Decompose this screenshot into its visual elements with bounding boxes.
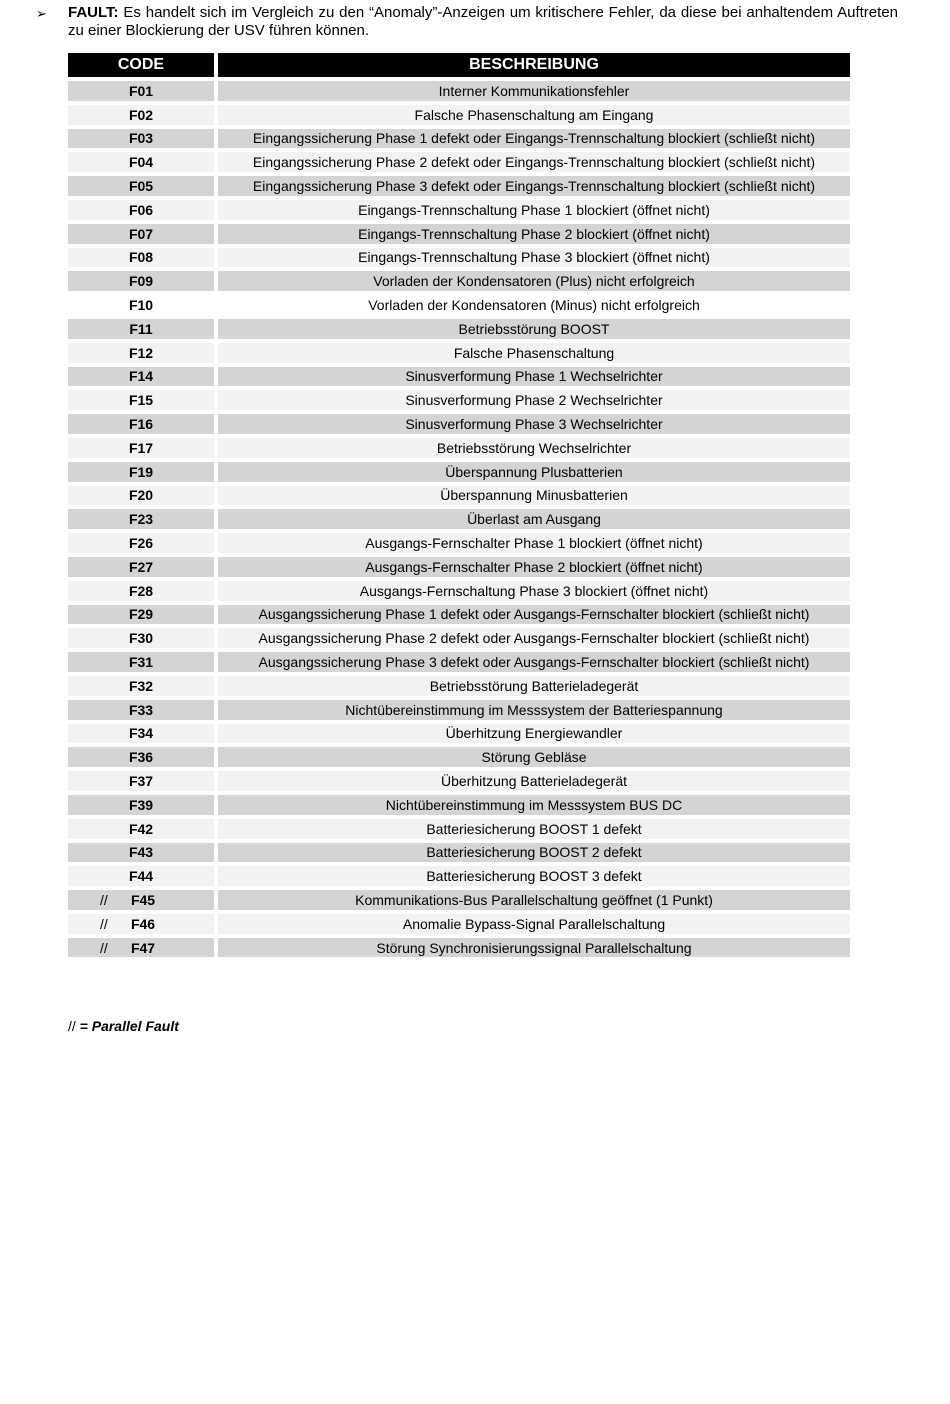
- table-row: [68, 81, 850, 101]
- table-row: [68, 724, 850, 744]
- code-text: F23: [128, 511, 154, 528]
- code-cell: [68, 557, 214, 577]
- table-row: [68, 152, 850, 172]
- code-text: F03: [128, 130, 154, 147]
- code-text: F32: [128, 677, 154, 694]
- description-cell: Überhitzung Batterieladegerät: [218, 771, 850, 791]
- description-cell: Falsche Phasenschaltung: [218, 343, 850, 363]
- code-cell: [68, 676, 214, 696]
- description-cell: Ausgangssicherung Phase 3 defekt oder Ausgangs-Fernschalter blockiert (schließt nicht): [218, 652, 850, 672]
- description-cell: Betriebsstörung BOOST: [218, 319, 850, 339]
- code-cell: [68, 914, 214, 934]
- table-row: [68, 414, 850, 434]
- code-text: F27: [128, 558, 154, 575]
- code-text: F34: [128, 725, 154, 742]
- code-cell: [68, 271, 214, 291]
- code-text: F44: [128, 868, 154, 885]
- code-text: F46: [130, 915, 156, 932]
- code-text: F45: [130, 891, 156, 908]
- code-text: F06: [128, 201, 154, 218]
- code-text: F12: [128, 344, 154, 361]
- code-text: F02: [128, 106, 154, 123]
- description-cell: Batteriesicherung BOOST 3 defekt: [218, 866, 850, 886]
- intro-paragraph: [36, 4, 898, 40]
- table-row: [68, 866, 850, 886]
- code-text: F47: [130, 939, 156, 956]
- code-cell: [68, 652, 214, 672]
- code-text: F29: [128, 606, 154, 623]
- table-row: [68, 200, 850, 220]
- description-cell: Ausgangs-Fernschaltung Phase 3 blockiert (öffnet nicht): [218, 581, 850, 601]
- description-cell: Eingangssicherung Phase 1 defekt oder Eingangs-Trennschaltung blockiert (schließt nicht): [218, 129, 850, 149]
- table-row: [68, 271, 850, 291]
- code-cell: [68, 414, 214, 434]
- table-row: [68, 676, 850, 696]
- description-cell: Ausgangs-Fernschalter Phase 2 blockiert (öffnet nicht): [218, 557, 850, 577]
- description-cell: Störung Gebläse: [218, 747, 850, 767]
- code-text: F14: [128, 368, 154, 385]
- description-cell: Überhitzung Energiewandler: [218, 724, 850, 744]
- description-cell: Falsche Phasenschaltung am Eingang: [218, 105, 850, 125]
- table-row: [68, 890, 850, 910]
- code-cell: [68, 343, 214, 363]
- table-row: [68, 557, 850, 577]
- code-cell: [68, 628, 214, 648]
- table-row: [68, 509, 850, 529]
- description-cell: Interner Kommunikationsfehler: [218, 81, 850, 101]
- table-row: [68, 533, 850, 553]
- code-cell: [68, 438, 214, 458]
- description-cell: Anomalie Bypass-Signal Parallelschaltung: [218, 914, 850, 934]
- code-text: F07: [128, 225, 154, 242]
- table-row: [68, 914, 850, 934]
- table-row: [68, 176, 850, 196]
- code-cell: [68, 533, 214, 553]
- header-code: CODE: [68, 53, 214, 77]
- description-cell: Ausgangssicherung Phase 2 defekt oder Ausgangs-Fernschalter blockiert (schließt nicht): [218, 628, 850, 648]
- code-text: F10: [128, 297, 154, 314]
- description-cell: Vorladen der Kondensatoren (Minus) nicht erfolgreich: [218, 295, 850, 315]
- table-body: [68, 81, 850, 957]
- table-row: [68, 105, 850, 125]
- fault-code-table: [68, 53, 850, 961]
- code-text: F16: [128, 416, 154, 433]
- description-cell: Nichtübereinstimmung im Messsystem BUS DC: [218, 795, 850, 815]
- code-text: F33: [128, 701, 154, 718]
- code-cell: [68, 700, 214, 720]
- code-cell: [68, 771, 214, 791]
- code-cell: [68, 605, 214, 625]
- table-row: [68, 771, 850, 791]
- code-text: F39: [128, 796, 154, 813]
- description-cell: Kommunikations-Bus Parallelschaltung geöffnet (1 Punkt): [218, 890, 850, 910]
- code-text: F31: [128, 654, 154, 671]
- table-row: [68, 605, 850, 625]
- code-cell: [68, 890, 214, 910]
- code-cell: [68, 843, 214, 863]
- code-text: F20: [128, 487, 154, 504]
- description-cell: Eingangs-Trennschaltung Phase 3 blockiert (öffnet nicht): [218, 248, 850, 268]
- footnote: [68, 1018, 179, 1034]
- code-text: F05: [128, 178, 154, 195]
- table-row: [68, 224, 850, 244]
- code-cell: [68, 248, 214, 268]
- table-row: [68, 486, 850, 506]
- code-cell: [68, 295, 214, 315]
- code-text: F15: [128, 392, 154, 409]
- code-cell: [68, 486, 214, 506]
- description-cell: Betriebsstörung Batterieladegerät: [218, 676, 850, 696]
- header-description: BESCHREIBUNG: [218, 53, 850, 77]
- code-cell: [68, 747, 214, 767]
- table-row: [68, 843, 850, 863]
- description-cell: Eingangs-Trennschaltung Phase 1 blockiert (öffnet nicht): [218, 200, 850, 220]
- description-cell: Vorladen der Kondensatoren (Plus) nicht erfolgreich: [218, 271, 850, 291]
- description-cell: Betriebsstörung Wechselrichter: [218, 438, 850, 458]
- intro-lead: FAULT:: [68, 4, 119, 21]
- parallel-mark: //: [100, 939, 108, 956]
- description-cell: Batteriesicherung BOOST 2 defekt: [218, 843, 850, 863]
- description-cell: Ausgangssicherung Phase 1 defekt oder Ausgangs-Fernschalter blockiert (schließt nicht): [218, 605, 850, 625]
- code-text: F08: [128, 249, 154, 266]
- table-row: [68, 652, 850, 672]
- code-cell: [68, 152, 214, 172]
- code-cell: [68, 724, 214, 744]
- table-row: [68, 581, 850, 601]
- description-cell: Nichtübereinstimmung im Messsystem der Batteriespannung: [218, 700, 850, 720]
- code-cell: [68, 819, 214, 839]
- code-cell: [68, 224, 214, 244]
- description-cell: Batteriesicherung BOOST 1 defekt: [218, 819, 850, 839]
- code-text: F26: [128, 535, 154, 552]
- description-cell: Überspannung Minusbatterien: [218, 486, 850, 506]
- table-row: [68, 628, 850, 648]
- description-cell: Sinusverformung Phase 2 Wechselrichter: [218, 390, 850, 410]
- description-cell: Sinusverformung Phase 1 Wechselrichter: [218, 367, 850, 387]
- code-cell: [68, 795, 214, 815]
- code-text: F42: [128, 820, 154, 837]
- description-cell: Ausgangs-Fernschalter Phase 1 blockiert (öffnet nicht): [218, 533, 850, 553]
- code-cell: [68, 462, 214, 482]
- code-text: F43: [128, 844, 154, 861]
- code-cell: [68, 938, 214, 958]
- code-cell: [68, 176, 214, 196]
- description-cell: Störung Synchronisierungssignal Parallelschaltung: [218, 938, 850, 958]
- code-cell: [68, 319, 214, 339]
- table-row: [68, 819, 850, 839]
- footnote-text: = Parallel Fault: [79, 1018, 179, 1034]
- table-row: [68, 462, 850, 482]
- code-text: F19: [128, 463, 154, 480]
- code-text: F09: [128, 273, 154, 290]
- code-cell: [68, 390, 214, 410]
- intro-text: [68, 4, 898, 40]
- table-row: [68, 343, 850, 363]
- code-text: F30: [128, 630, 154, 647]
- description-cell: Eingangs-Trennschaltung Phase 2 blockiert (öffnet nicht): [218, 224, 850, 244]
- arrow-bullet-icon: ➢: [36, 6, 47, 21]
- code-cell: [68, 200, 214, 220]
- intro-body: Es handelt sich im Vergleich zu den “Anomaly”-Anzeigen um kritischere Fehler, da diese bei anhaltendem Auftreten zu einer Blockierung der USV führen können.: [68, 4, 898, 39]
- code-text: F36: [128, 749, 154, 766]
- code-text: F17: [128, 439, 154, 456]
- table-row: [68, 700, 850, 720]
- parallel-mark: //: [100, 915, 108, 932]
- code-cell: [68, 367, 214, 387]
- table-row: [68, 248, 850, 268]
- table-row: [68, 319, 850, 339]
- description-cell: Überspannung Plusbatterien: [218, 462, 850, 482]
- code-text: F04: [128, 154, 154, 171]
- description-cell: Eingangssicherung Phase 2 defekt oder Eingangs-Trennschaltung blockiert (schließt nicht): [218, 152, 850, 172]
- description-cell: Eingangssicherung Phase 3 defekt oder Eingangs-Trennschaltung blockiert (schließt nicht): [218, 176, 850, 196]
- table-row: [68, 438, 850, 458]
- code-cell: [68, 509, 214, 529]
- code-text: F01: [128, 82, 154, 99]
- code-text: F28: [128, 582, 154, 599]
- code-cell: [68, 105, 214, 125]
- footnote-mark: //: [68, 1018, 76, 1034]
- table-row: [68, 295, 850, 315]
- code-cell: [68, 129, 214, 149]
- table-row: [68, 390, 850, 410]
- table-row: [68, 129, 850, 149]
- description-cell: Überlast am Ausgang: [218, 509, 850, 529]
- code-cell: [68, 866, 214, 886]
- table-row: [68, 795, 850, 815]
- table-row: [68, 747, 850, 767]
- code-text: F37: [128, 773, 154, 789]
- description-cell: Sinusverformung Phase 3 Wechselrichter: [218, 414, 850, 434]
- code-cell: [68, 81, 214, 101]
- table-header: [68, 53, 850, 77]
- code-cell: [68, 581, 214, 601]
- table-row: [68, 367, 850, 387]
- parallel-mark: //: [100, 891, 108, 908]
- table-row: [68, 938, 850, 958]
- code-text: F11: [129, 320, 153, 337]
